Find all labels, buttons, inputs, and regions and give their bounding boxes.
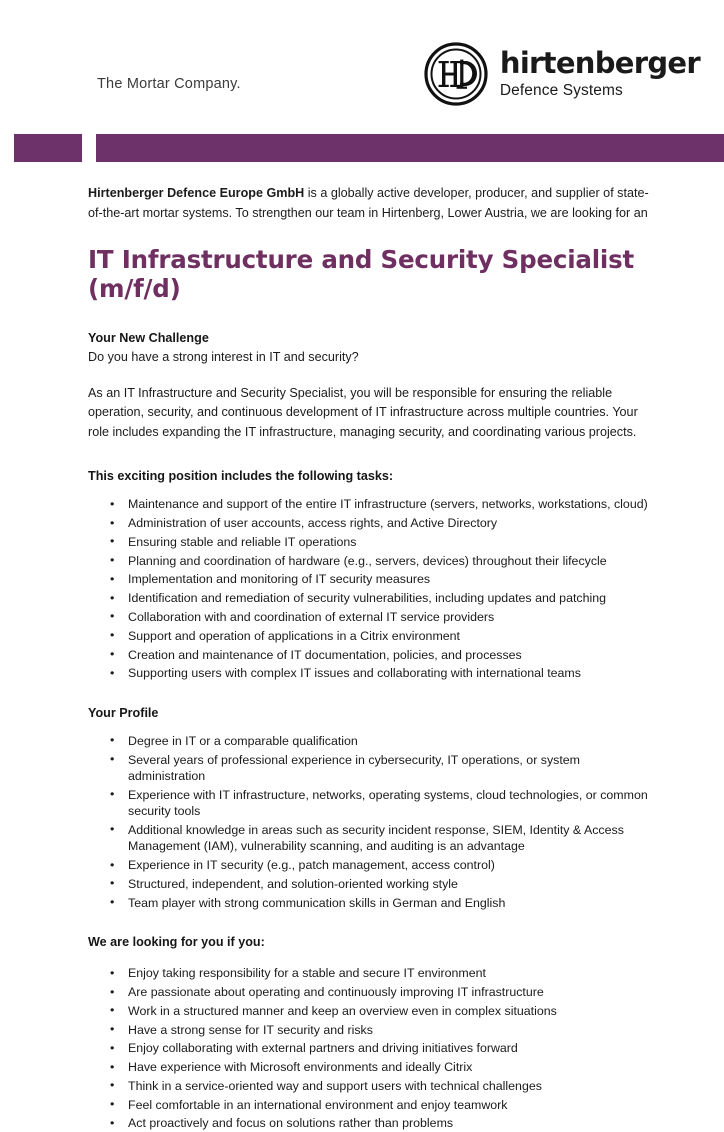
brand-divider (0, 134, 724, 162)
list-item: • Ensuring stable and reliable IT operations (88, 534, 652, 550)
list-item: • Planning and coordination of hardware (e.g., servers, devices) throughout their lifecycle (88, 553, 652, 569)
list-item: • Supporting users with complex IT issues and collaborating with international teams (88, 665, 652, 681)
list-item: • Structured, independent, and solution-oriented working style (88, 876, 652, 892)
list-item: • Work in a structured manner and keep an overview even in complex situations (88, 1003, 652, 1019)
section-heading-tasks: This exciting position includes the following tasks: (88, 469, 394, 484)
list-item: • Support and operation of applications in a Citrix environment (88, 628, 652, 644)
section-heading-profile: Your Profile (88, 705, 159, 720)
looking-for-list (88, 965, 652, 1132)
page-content (0, 184, 724, 1132)
list-item: • Have experience with Microsoft environments and ideally Citrix (88, 1059, 652, 1075)
challenge-paragraph: As an IT Infrastructure and Security Specialist, you will be responsible for ensuring the reliable operation, security, and continuous development of IT infrastructure across multiple countries. Your role includes expanding the IT infrastructure, managing security, and coordinating various projects. (88, 385, 638, 439)
page-title: IT Infrastructure and Security Specialist (m/f/d) (88, 245, 635, 304)
list-item: • Experience with IT infrastructure, networks, operating systems, cloud technologies, or common security tools (88, 787, 652, 820)
list-item: • Enjoy collaborating with external partners and driving initiatives forward (88, 1040, 652, 1056)
page-header (0, 0, 724, 130)
list-item: • Are passionate about operating and continuously improving IT infrastructure (88, 984, 652, 1000)
list-item: • Think in a service-oriented way and support users with technical challenges (88, 1078, 652, 1094)
section-heading-looking-for: We are looking for you if you: (88, 934, 265, 949)
company-name-bold: Hirtenberger Defence Europe GmbH (88, 186, 305, 200)
list-item: • Implementation and monitoring of IT security measures (88, 571, 652, 587)
list-item: • Additional knowledge in areas such as security incident response, SIEM, Identity & Access Management (IAM), vulnerability scanning, and auditing is an advantage (88, 822, 652, 855)
company-tagline: The Mortar Company. (97, 76, 241, 92)
logo-company-subtitle: Defence Systems (499, 82, 623, 100)
list-item: • Degree in IT or a comparable qualification (88, 733, 652, 749)
challenge-lead: Do you have a strong interest in IT and security? (88, 350, 359, 365)
list-item: • Administration of user accounts, access rights, and Active Directory (88, 515, 652, 531)
list-item: • Have a strong sense for IT security and risks (88, 1022, 652, 1038)
list-item: • Act proactively and focus on solutions rather than problems (88, 1115, 652, 1131)
list-item: • Collaboration with and coordination of external IT service providers (88, 609, 652, 625)
list-item: • Several years of professional experience in cybersecurity, IT operations, or system administration (88, 752, 652, 785)
tasks-list (88, 496, 652, 681)
profile-list (88, 733, 652, 911)
list-item: • Creation and maintenance of IT documentation, policies, and processes (88, 647, 652, 663)
logo-wordmark (499, 46, 700, 100)
logo-company-name: hirtenberger (499, 46, 700, 81)
intro-paragraph (88, 184, 652, 223)
list-item: • Team player with strong communication skills in German and English (88, 895, 652, 911)
hd-monogram-icon (424, 42, 488, 106)
section-heading-challenge: Your New Challenge (88, 330, 209, 345)
list-item: • Enjoy taking responsibility for a stable and secure IT environment (88, 965, 652, 981)
list-item: • Identification and remediation of security vulnerabilities, including updates and patching (88, 590, 652, 606)
company-logo (424, 42, 700, 106)
list-item: • Experience in IT security (e.g., patch management, access control) (88, 857, 652, 873)
list-item: • Maintenance and support of the entire IT infrastructure (servers, networks, workstations, cloud) (88, 496, 652, 512)
brand-bar-long (96, 134, 724, 162)
brand-bar-small (14, 134, 82, 162)
list-item: • Feel comfortable in an international environment and enjoy teamwork (88, 1097, 652, 1113)
intro-rest: is a globally active developer, producer, and supplier of state-of-the-art mortar systems. To strengthen our team in Hirtenberg, Lower Austria, we are looking for an (88, 186, 649, 220)
